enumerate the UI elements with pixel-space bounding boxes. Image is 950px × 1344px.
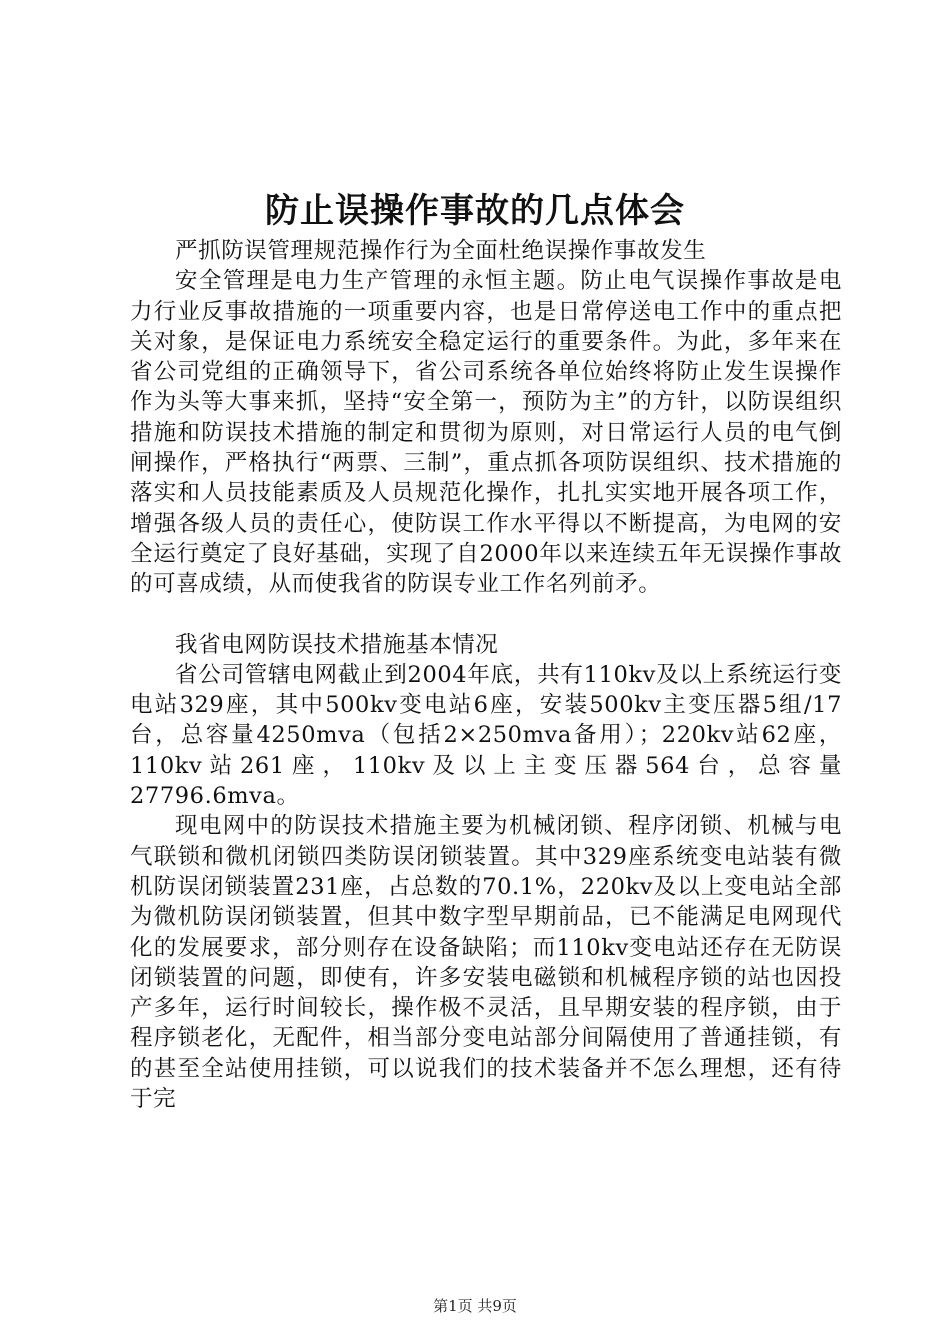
document-title: 防止误操作事故的几点体会 (265, 191, 685, 231)
body-paragraph: 现电网中的防误技术措施主要为机械闭锁、程序闭锁、机械与电气联锁和微机闭锁四类防误闭锁装置。其中329座系统变电站装有微机防误闭锁装置231座，占总数的70.1%，220kv及以上变电站全部为微机防误闭锁装置，但其中数字型早期前品，已不能满足电网现代化的发展要求，部分则存在设备缺陷；而110kv变电站还存在无防误闭锁装置的问题，即使有，许多安装电磁锁和机械程序锁的站也因投产多年，运行时间较长，操作极不灵活，且早期安装的程序锁，由于程序锁老化，无配件，相当部分变电站部分间隔使用了普通挂锁，有的甚至全站使用挂锁，可以说我们的技术装备并不怎么理想，还有待于完 (130, 813, 842, 1113)
page-number-footer: 第1页 共9页 (433, 1297, 517, 1315)
body-paragraph: 省公司管辖电网截止到2004年底，共有110kv及以上系统运行变电站329座，其中500kv变电站6座，安装500kv主变压器5组/17台，总容量4250mva（包括2×250mva备用）；220kv站62座，110kv站261座，110kv及以上主变压器564台，总容量27796.6mva。 (130, 661, 842, 810)
subtitle-paragraph: 严抓防误管理规范操作行为全面杜绝误操作事故发生 (175, 238, 707, 264)
document-body (130, 236, 842, 1114)
body-paragraph: 安全管理是电力生产管理的永恒主题。防止电气误操作事故是电力行业反事故措施的一项重要内容，也是日常停送电工作中的重点把关对象，是保证电力系统安全稳定运行的重要条件。为此，多年来在省公司党组的正确领导下，省公司系统各单位始终将防止发生误操作作为头等大事来抓，坚持“安全第一，预防为主”的方针，以防误组织措施和防误技术措施的制定和贯彻为原则，对日常运行人员的电气倒闸操作，严格执行“两票、三制”，重点抓各项防误组织、技术措施的落实和人员技能素质及人员规范化操作，扎扎实实地开展各项工作，增强各级人员的责任心，使防误工作水平得以不断提高，为电网的安全运行奠定了良好基础，实现了自2000年以来连续五年无误操作事故的可喜成绩，从而使我省的防误专业工作名列前矛。 (130, 268, 842, 598)
paragraph-spacer (130, 600, 842, 630)
section-heading: 我省电网防误技术措施基本情况 (175, 631, 499, 658)
